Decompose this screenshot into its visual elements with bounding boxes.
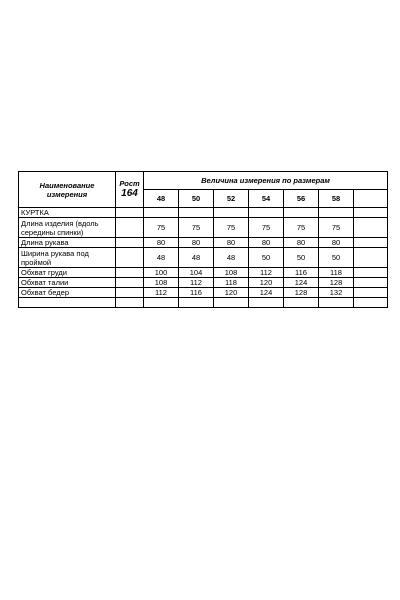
empty-cell <box>214 298 249 308</box>
empty-cell <box>144 208 179 218</box>
value-cell: 108 <box>214 268 249 278</box>
size-header-cell: 54 <box>249 190 284 208</box>
value-cell <box>354 278 388 288</box>
value-cell: 112 <box>144 288 179 298</box>
value-cell: 120 <box>249 278 284 288</box>
value-cell: 118 <box>214 278 249 288</box>
value-cell: 108 <box>144 278 179 288</box>
value-cell: 50 <box>319 248 354 268</box>
value-cell <box>354 218 388 238</box>
header-row-group <box>19 172 388 190</box>
row-label: Обхват талии <box>19 278 116 288</box>
row-label: Длина изделия (вдоль середины спинки) <box>19 218 116 238</box>
value-cell: 48 <box>214 248 249 268</box>
empty-cell <box>179 208 214 218</box>
value-cell: 120 <box>214 288 249 298</box>
size-header-cell: 56 <box>284 190 319 208</box>
row-label: Длина рукава <box>19 238 116 248</box>
row-label: Обхват груди <box>19 268 116 278</box>
value-cell: 75 <box>144 218 179 238</box>
table-row-empty <box>19 298 388 308</box>
value-cell: 80 <box>284 238 319 248</box>
empty-cell <box>354 298 388 308</box>
param-header-text: Наименование измерения <box>39 180 95 199</box>
empty-cell <box>284 298 319 308</box>
value-cell <box>354 248 388 268</box>
value-cell: 112 <box>249 268 284 278</box>
value-cell: 75 <box>319 218 354 238</box>
value-cell: 128 <box>284 288 319 298</box>
empty-cell <box>319 208 354 218</box>
empty-cell <box>319 298 354 308</box>
value-cell: 80 <box>144 238 179 248</box>
value-cell: 118 <box>319 268 354 278</box>
empty-cell <box>179 298 214 308</box>
value-cell: 48 <box>179 248 214 268</box>
value-cell <box>354 288 388 298</box>
row-label: Ширина рукава под проймой <box>19 248 116 268</box>
size-header-cell: 52 <box>214 190 249 208</box>
size-header-cell <box>354 190 388 208</box>
value-cell: 80 <box>249 238 284 248</box>
rost-value: 164 <box>121 188 138 199</box>
empty-cell <box>144 298 179 308</box>
value-cell: 75 <box>179 218 214 238</box>
table-row <box>19 248 388 268</box>
value-cell: 116 <box>284 268 319 278</box>
value-cell: 124 <box>249 288 284 298</box>
value-cell: 112 <box>179 278 214 288</box>
size-header-cell: 50 <box>179 190 214 208</box>
table-row <box>19 288 388 298</box>
empty-cell <box>354 208 388 218</box>
value-cell: 104 <box>179 268 214 278</box>
empty-cell <box>19 298 116 308</box>
rost-cell <box>116 278 144 288</box>
empty-cell <box>249 208 284 218</box>
value-cell <box>354 268 388 278</box>
empty-cell <box>214 208 249 218</box>
value-cell: 128 <box>319 278 354 288</box>
value-cell: 124 <box>284 278 319 288</box>
value-cell: 80 <box>319 238 354 248</box>
table-row <box>19 278 388 288</box>
table-row <box>19 218 388 238</box>
value-cell <box>354 238 388 248</box>
empty-cell <box>249 298 284 308</box>
group-header-cell <box>144 172 388 190</box>
rost-cell <box>116 218 144 238</box>
rost-label: Рост <box>119 179 140 188</box>
table-row <box>19 238 388 248</box>
value-cell: 80 <box>214 238 249 248</box>
value-cell: 50 <box>284 248 319 268</box>
value-cell: 116 <box>179 288 214 298</box>
empty-cell <box>284 208 319 218</box>
rost-cell <box>116 248 144 268</box>
table-row <box>19 268 388 278</box>
group-header-text: Величина измерения по размерам <box>201 176 330 185</box>
value-cell: 50 <box>249 248 284 268</box>
value-cell: 75 <box>214 218 249 238</box>
section-row <box>19 208 388 218</box>
rost-cell <box>116 268 144 278</box>
section-label: КУРТКА <box>19 208 116 218</box>
value-cell: 80 <box>179 238 214 248</box>
value-cell: 75 <box>284 218 319 238</box>
rost-cell <box>116 288 144 298</box>
value-cell: 48 <box>144 248 179 268</box>
row-label: Обхват бедер <box>19 288 116 298</box>
size-header-cell: 58 <box>319 190 354 208</box>
empty-cell <box>116 208 144 218</box>
rost-cell <box>116 238 144 248</box>
value-cell: 132 <box>319 288 354 298</box>
value-cell: 100 <box>144 268 179 278</box>
empty-cell <box>116 298 144 308</box>
value-cell: 75 <box>249 218 284 238</box>
param-header-cell <box>19 172 116 208</box>
rost-header-cell <box>116 172 144 208</box>
size-header-cell: 48 <box>144 190 179 208</box>
size-chart-table <box>18 171 388 308</box>
